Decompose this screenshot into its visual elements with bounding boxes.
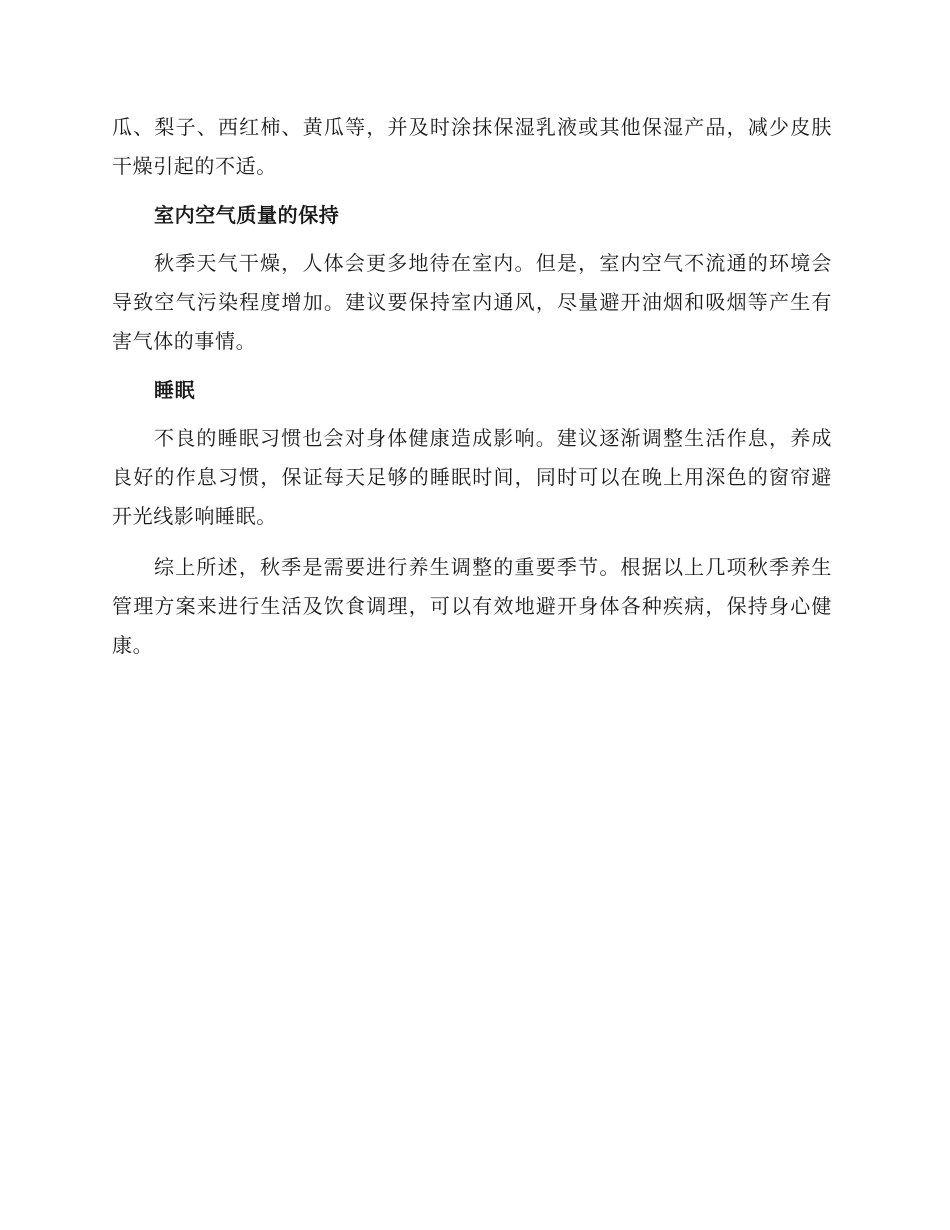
paragraph-summary: 综上所述，秋季是需要进行养生调整的重要季节。根据以上几项秋季养生管理方案来进行生活及饮食调理，可以有效地避开身体各种疾病，保持身心健康。 [112, 555, 832, 657]
heading-sleep: 睡眠 [154, 378, 196, 402]
heading-indoor-air: 室内空气质量的保持 [154, 203, 340, 227]
document-page [112, 108, 832, 665]
paragraph-continued: 瓜、梨子、西红柿、黄瓜等，并及时涂抹保湿乳液或其他保湿产品，减少皮肤干燥引起的不适。 [112, 115, 832, 178]
paragraph-indoor-air: 秋季天气干燥，人体会更多地待在室内。但是，室内空气不流通的环境会导致空气污染程度增加。建议要保持室内通风，尽量避开油烟和吸烟等产生有害气体的事情。 [112, 251, 832, 353]
paragraph-sleep: 不良的睡眠习惯也会对身体健康造成影响。建议逐渐调整生活作息，养成良好的作息习惯，保证每天足够的睡眠时间，同时可以在晚上用深色的窗帘避开光线影响睡眠。 [112, 426, 832, 528]
